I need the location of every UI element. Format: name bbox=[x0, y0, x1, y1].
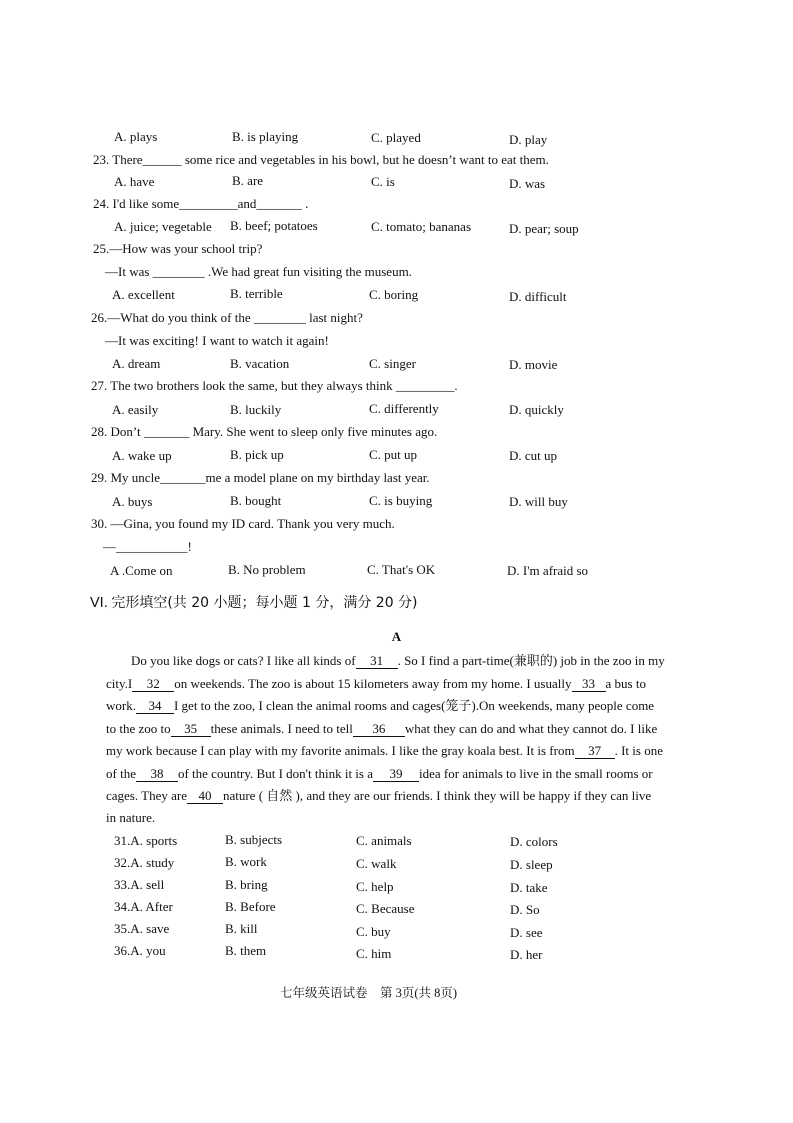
option-b: B. bought bbox=[230, 493, 282, 508]
cloze-option-a: 36.A. you bbox=[114, 943, 166, 958]
option-d: D. pear; soup bbox=[509, 221, 579, 236]
cloze-option-d: D. take bbox=[510, 880, 548, 895]
question-30-answer-line: —___________! bbox=[103, 539, 192, 554]
option-b: B. pick up bbox=[230, 447, 284, 462]
passage-text: these animals. I need to tell bbox=[210, 721, 353, 736]
passage-text: idea for animals to live in the small rooms or bbox=[419, 766, 653, 781]
cloze-option-b: B. work bbox=[225, 854, 267, 869]
cloze-option-b: B. kill bbox=[225, 921, 258, 936]
question-28-stem: 28. Don’t _______ Mary. She went to sleep only five minutes ago. bbox=[91, 424, 438, 439]
option-d: D. will buy bbox=[509, 494, 568, 509]
option-d: D. difficult bbox=[509, 289, 567, 304]
passage-text: on weekends. The zoo is about 15 kilometers away from my home. I usually bbox=[174, 676, 572, 691]
cloze-blank-35: 35 bbox=[171, 721, 211, 737]
question-25-answer-line: —It was ________ .We had great fun visiting the museum. bbox=[105, 264, 412, 279]
question-26-stem: 26.—What do you think of the ________ last night? bbox=[91, 310, 363, 325]
section-heading bbox=[90, 594, 418, 612]
cloze-option-a: 34.A. After bbox=[114, 899, 173, 914]
cloze-option-d: D. colors bbox=[510, 834, 558, 849]
question-30-stem: 30. —Gina, you found my ID card. Thank you very much. bbox=[91, 516, 395, 531]
option-c: C. tomato; bananas bbox=[371, 219, 472, 234]
passage-line bbox=[106, 787, 651, 805]
cloze-option-a: 35.A. save bbox=[114, 921, 170, 936]
option-a: A. easily bbox=[112, 402, 159, 417]
option-c: C. boring bbox=[369, 287, 419, 302]
option-a: A .Come on bbox=[110, 563, 173, 578]
passage-text: . It is one bbox=[614, 743, 663, 758]
option-d: D. was bbox=[509, 176, 546, 191]
question-27-stem: 27. The two brothers look the same, but they always think _________. bbox=[91, 378, 458, 393]
passage-text: work. bbox=[106, 698, 136, 713]
cloze-blank-38: 38 bbox=[136, 766, 178, 782]
passage-text: . So I find a part-time(兼职的) job in the zoo in my bbox=[397, 653, 665, 668]
passage-text: to the zoo to bbox=[106, 721, 171, 736]
option-c: C. is buying bbox=[369, 493, 433, 508]
cloze-option-c: C. animals bbox=[356, 833, 412, 848]
section-number: VI. bbox=[90, 595, 108, 611]
cloze-option-d: D. So bbox=[510, 902, 540, 917]
option-c: C. put up bbox=[369, 447, 418, 462]
option-d: D. movie bbox=[509, 357, 558, 372]
question-26-answer-line: —It was exciting! I want to watch it again! bbox=[105, 333, 329, 348]
cloze-option-d: D. sleep bbox=[510, 857, 553, 872]
option-a: A. juice; vegetable bbox=[114, 219, 212, 234]
passage-line: in nature. bbox=[106, 810, 156, 825]
cloze-option-c: C. walk bbox=[356, 856, 397, 871]
option-a: A. plays bbox=[114, 129, 158, 144]
option-c: C. singer bbox=[369, 356, 416, 371]
passage-line bbox=[106, 697, 654, 715]
section-title: 完形填空(共 20 小题；每小题 1 分，满分 20 分) bbox=[111, 595, 418, 611]
cloze-option-d: D. see bbox=[510, 925, 543, 940]
passage-text: my work because I can play with my favorite animals. I like the gray koala best. It is from bbox=[106, 743, 575, 758]
option-b: B. No problem bbox=[228, 562, 306, 577]
option-d: D. cut up bbox=[509, 448, 558, 463]
option-b: B. luckily bbox=[230, 402, 282, 417]
option-d: D. quickly bbox=[509, 402, 564, 417]
cloze-blank-36: 36 bbox=[353, 721, 405, 737]
passage-line bbox=[106, 742, 663, 760]
option-b: B. terrible bbox=[230, 286, 283, 301]
passage-text: I get to the zoo, I clean the animal rooms and cages(笼子).On weekends, many people come bbox=[173, 698, 655, 713]
option-c: C. That's OK bbox=[367, 562, 436, 577]
cloze-option-c: C. him bbox=[356, 946, 392, 961]
option-a: A. buys bbox=[112, 494, 153, 509]
passage-heading: A bbox=[391, 629, 402, 644]
option-b: B. is playing bbox=[232, 129, 299, 144]
option-b: B. vacation bbox=[230, 356, 290, 371]
cloze-blank-37: 37 bbox=[575, 743, 615, 759]
question-23-stem: 23. There______ some rice and vegetables in his bowl, but he doesn’t want to eat them. bbox=[93, 152, 549, 167]
page-footer: 七年级英语试卷 第 3页(共 8页) bbox=[280, 986, 458, 1000]
option-c: C. differently bbox=[369, 401, 439, 416]
cloze-option-c: C. help bbox=[356, 879, 394, 894]
cloze-option-b: B. subjects bbox=[225, 832, 283, 847]
cloze-option-a: 32.A. study bbox=[114, 855, 175, 870]
passage-line bbox=[106, 720, 657, 738]
passage-line bbox=[131, 652, 665, 670]
passage-text: a bus to bbox=[605, 676, 646, 691]
passage-text: city.I bbox=[106, 676, 133, 691]
passage-line bbox=[106, 675, 646, 693]
passage-text: what they can do and what they cannot do. I like bbox=[404, 721, 658, 736]
option-a: A. have bbox=[114, 174, 155, 189]
passage-text: cages. They are bbox=[106, 788, 187, 803]
option-b: B. beef; potatoes bbox=[230, 218, 318, 233]
passage-text: Do you like dogs or cats? I like all kinds of bbox=[131, 653, 356, 668]
cloze-blank-31: 31 bbox=[356, 653, 398, 669]
question-29-stem: 29. My uncle_______me a model plane on my birthday last year. bbox=[91, 470, 430, 485]
cloze-option-b: B. them bbox=[225, 943, 267, 958]
cloze-blank-39: 39 bbox=[373, 766, 419, 782]
question-25-stem: 25.—How was your school trip? bbox=[93, 241, 263, 256]
cloze-option-a: 33.A. sell bbox=[114, 877, 165, 892]
cloze-blank-34: 34 bbox=[136, 698, 174, 714]
question-24-stem: 24. I'd like some_________and_______ . bbox=[93, 196, 309, 211]
cloze-blank-33: 33 bbox=[572, 676, 606, 692]
option-c: C. played bbox=[371, 130, 421, 145]
passage-line bbox=[106, 765, 653, 783]
cloze-option-a: 31.A. sports bbox=[114, 833, 178, 848]
passage-text: nature ( 自然 ), and they are our friends. I think they will be happy if they can live bbox=[222, 788, 652, 803]
option-b: B. are bbox=[232, 173, 264, 188]
cloze-option-c: C. Because bbox=[356, 901, 415, 916]
option-c: C. is bbox=[371, 174, 395, 189]
cloze-blank-32: 32 bbox=[132, 676, 174, 692]
cloze-option-c: C. buy bbox=[356, 924, 391, 939]
cloze-option-b: B. Before bbox=[225, 899, 276, 914]
option-a: A. wake up bbox=[112, 448, 172, 463]
passage-text: of the country. But I don't think it is a bbox=[177, 766, 374, 781]
option-d: D. play bbox=[509, 132, 548, 147]
passage-text: of the bbox=[106, 766, 136, 781]
cloze-option-d: D. her bbox=[510, 947, 543, 962]
option-a: A. dream bbox=[112, 356, 161, 371]
option-a: A. excellent bbox=[112, 287, 175, 302]
cloze-option-b: B. bring bbox=[225, 877, 268, 892]
option-d: D. I'm afraid so bbox=[507, 563, 589, 578]
cloze-blank-40: 40 bbox=[187, 788, 223, 804]
